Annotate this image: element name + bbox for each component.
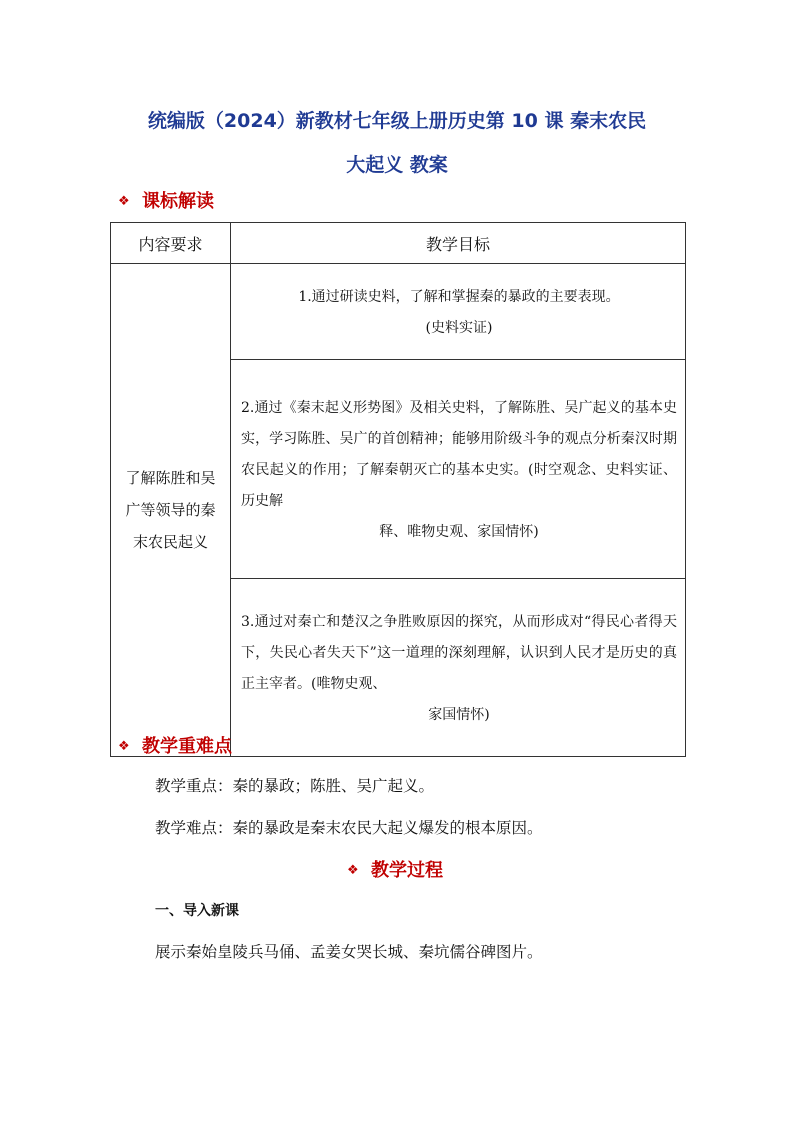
goal-competency-tag: (史料实证) — [425, 319, 493, 336]
step-heading-intro: 一、导入新课 — [155, 903, 239, 919]
section-heading-key-points — [118, 736, 232, 758]
teaching-focus — [155, 775, 434, 797]
goal-cell-1 — [231, 264, 686, 360]
section-heading-label: 课标解读 — [142, 191, 214, 212]
section-heading-curriculum — [118, 191, 214, 213]
page-title-continued: 大起义 教案 — [346, 154, 448, 176]
table-header-goals: 教学目标 — [231, 223, 686, 264]
section-heading-process — [347, 860, 443, 882]
page-title: 统编版（2024）新教材七年级上册历史第 10 课 秦末农民 — [147, 110, 647, 132]
goal-cell-3 — [231, 579, 686, 757]
step-text-intro: 展示秦始皇陵兵马俑、孟姜女哭长城、秦坑儒谷碑图片。 — [155, 943, 543, 961]
teaching-difficulty-label: 教学难点 — [155, 819, 218, 837]
goal-text: 2.通过《秦末起义形势图》及相关史料，了解陈胜、吴广起义的基本史实，学习陈胜、吴广的首创精神；能够用阶级斗争的观点分析秦汉时期农民起义的作用；了解秦朝灭亡的基本史实。(时空观念、史料实证、历史解 — [241, 399, 677, 509]
diamond-bullet-icon: ❖ — [118, 194, 130, 209]
table-header-content: 内容要求 — [111, 223, 231, 264]
teaching-focus-label: 教学重点 — [155, 777, 218, 795]
goal-competency-tag: 释、唯物史观、家国情怀) — [379, 523, 539, 540]
content-requirement-cell: 了解陈胜和吴广等领导的秦末农民起义 — [111, 264, 231, 757]
section-heading-label: 教学重难点 — [142, 736, 232, 757]
goal-text: 1.通过研读史料，了解和掌握秦的暴政的主要表现。 — [298, 288, 620, 305]
teaching-difficulty — [155, 817, 543, 839]
goal-cell-2 — [231, 360, 686, 579]
teaching-difficulty-text: ：秦的暴政是秦末农民大起义爆发的根本原因。 — [217, 819, 543, 837]
goal-text: 3.通过对秦亡和楚汉之争胜败原因的探究，从而形成对“得民心者得天下，失民心者失天下”这一道理的深刻理解，认识到人民才是历史的真正主宰者。(唯物史观、 — [241, 613, 677, 692]
diamond-bullet-icon: ❖ — [118, 739, 130, 754]
diamond-bullet-icon: ❖ — [347, 863, 359, 878]
section-heading-label: 教学过程 — [371, 860, 443, 881]
teaching-focus-text: ：秦的暴政；陈胜、吴广起义。 — [217, 777, 435, 795]
goal-competency-tag: 家国情怀) — [428, 706, 490, 723]
curriculum-table — [110, 222, 686, 757]
